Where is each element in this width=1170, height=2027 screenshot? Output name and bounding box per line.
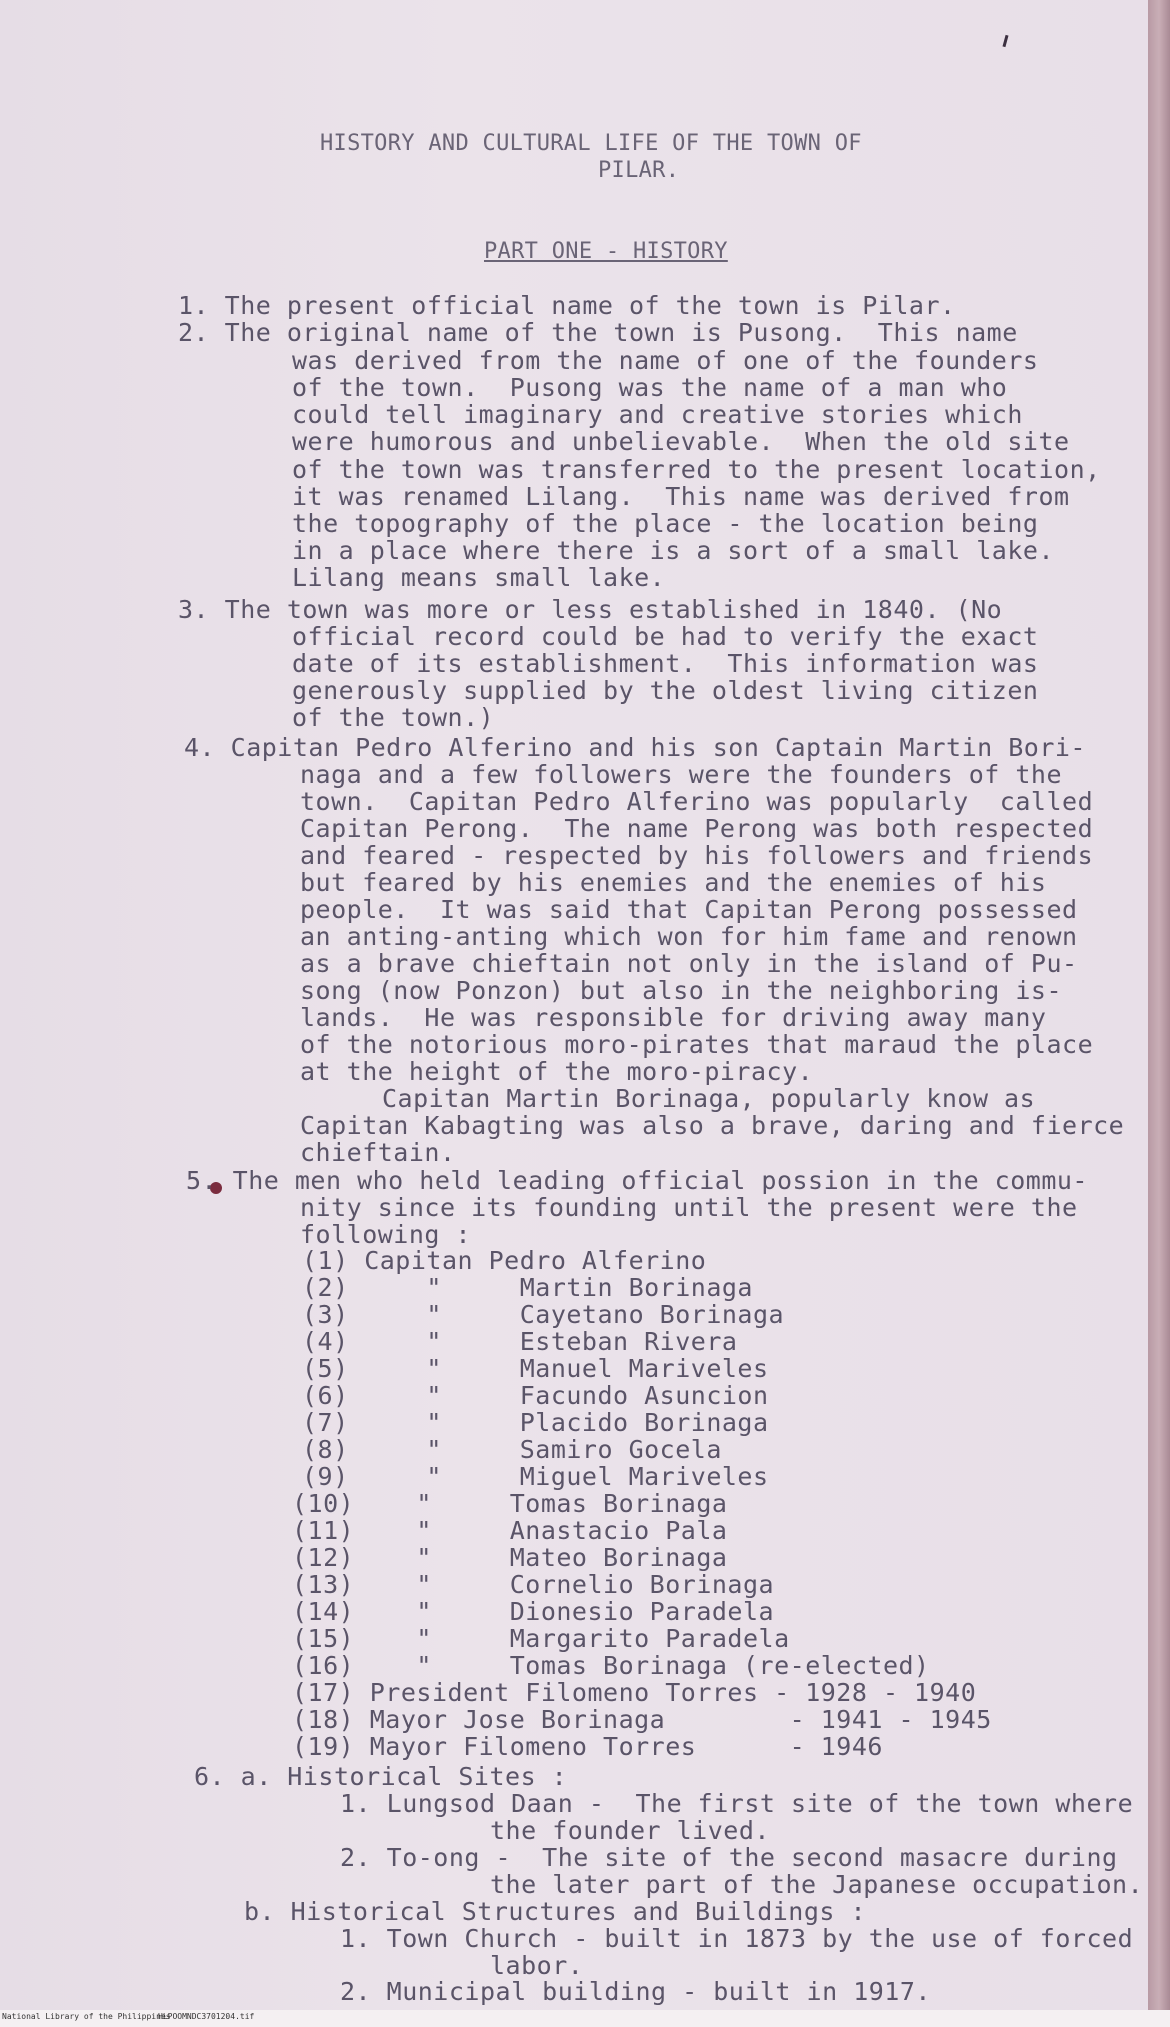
- item-2-line: was derived from the name of one of the founders: [292, 346, 1039, 375]
- item-4-line: song (now Ponzon) but also in the neighboring is-: [300, 976, 1063, 1005]
- item-3-line: of the town.): [292, 703, 495, 732]
- structure-line: 1. Town Church - built in 1873 by the use of forced: [340, 1924, 1134, 1953]
- structure-line: 2. Municipal building - built in 1917.: [340, 1977, 931, 2006]
- leader-row: (15) " Margarito Paradela: [292, 1624, 790, 1653]
- item-4-line: an anting-anting which won for him fame and renown: [300, 922, 1078, 951]
- leader-row: (8) " Samiro Gocela: [302, 1435, 722, 1464]
- part-heading: PART ONE - HISTORY: [484, 239, 728, 264]
- item-2-line: Lilang means small lake.: [292, 563, 666, 592]
- item-4-line: 4. Capitan Pedro Alferino and his son Captain Martin Bori-: [184, 733, 1086, 762]
- leader-row: (19) Mayor Filomeno Torres - 1946: [292, 1732, 883, 1761]
- site-line: the founder lived.: [490, 1816, 770, 1845]
- leader-row: (6) " Facundo Asuncion: [302, 1381, 769, 1410]
- item-3-line: official record could be had to verify the exact: [292, 622, 1039, 651]
- footer-library: National Library of the Philippines: [2, 2012, 171, 2021]
- structure-line: labor.: [490, 1951, 584, 1980]
- site-line: the later part of the Japanese occupation.: [490, 1870, 1144, 1899]
- section-6a-heading: 6. a. Historical Sites :: [194, 1762, 568, 1791]
- item-4-line: chieftain.: [300, 1138, 456, 1167]
- footer-file: HLPOOMNDC3701204.tif: [158, 2012, 255, 2021]
- site-line: 1. Lungsod Daan - The first site of the town where: [340, 1789, 1134, 1818]
- item-4-line: Capitan Perong. The name Perong was both respected: [300, 814, 1094, 843]
- item-1: 1. The present official name of the town is Pilar.: [178, 291, 956, 320]
- leader-row: (7) " Placido Borinaga: [302, 1408, 769, 1437]
- item-2-line: in a place where there is a sort of a small lake.: [292, 536, 1055, 565]
- leader-row: (16) " Tomas Borinaga (re-elected): [292, 1651, 930, 1680]
- leader-row: (4) " Esteban Rivera: [302, 1327, 738, 1356]
- item-4-line: people. It was said that Capitan Perong possessed: [300, 895, 1078, 924]
- item-2-line: 2. The original name of the town is Pusong. This name: [178, 318, 1018, 347]
- item-5-line: nity since its founding until the present were the: [300, 1193, 1078, 1222]
- leader-row: (18) Mayor Jose Borinaga - 1941 - 1945: [292, 1705, 992, 1734]
- item-4-line: at the height of the moro-piracy.: [300, 1057, 814, 1086]
- item-2-line: it was renamed Lilang. This name was derived from: [292, 482, 1070, 511]
- item-4-line: town. Capitan Pedro Alferino was popularly called: [300, 787, 1094, 816]
- leader-row: (5) " Manuel Mariveles: [302, 1354, 769, 1383]
- leader-row: (9) " Miguel Mariveles: [302, 1462, 769, 1491]
- item-4-line: as a brave chieftain not only in the island of Pu-: [300, 949, 1078, 978]
- leader-row: (11) " Anastacio Pala: [292, 1516, 728, 1545]
- item-4-line: naga and a few followers were the founders of the: [300, 760, 1063, 789]
- ink-mark: [1002, 35, 1008, 47]
- item-5-line: 5. The men who held leading official possion in the commu-: [186, 1166, 1088, 1195]
- title-line-2: PILAR.: [598, 158, 680, 183]
- leader-row: (17) President Filomeno Torres - 1928 - 1940: [292, 1678, 977, 1707]
- leader-row: (13) " Cornelio Borinaga: [292, 1570, 775, 1599]
- leader-row: (3) " Cayetano Borinaga: [302, 1300, 785, 1329]
- leader-row: (14) " Dionesio Paradela: [292, 1597, 775, 1626]
- leader-row: (1) Capitan Pedro Alferino: [302, 1246, 707, 1275]
- item-5-line: following :: [300, 1220, 472, 1249]
- title-line-1: HISTORY AND CULTURAL LIFE OF THE TOWN OF: [320, 131, 862, 156]
- page-edge: [1148, 0, 1170, 2010]
- item-4-line: lands. He was responsible for driving away many: [300, 1003, 1047, 1032]
- item-2-line: of the town. Pusong was the name of a man who: [292, 373, 1008, 402]
- item-2-line: were humorous and unbelievable. When the old site: [292, 427, 1070, 456]
- section-6b-heading: b. Historical Structures and Buildings :: [244, 1897, 867, 1926]
- leader-row: (2) " Martin Borinaga: [302, 1273, 753, 1302]
- item-3-line: generously supplied by the oldest living citizen: [292, 676, 1039, 705]
- item-2-line: of the town was transferred to the present location,: [292, 455, 1101, 484]
- item-3-line: date of its establishment. This information was: [292, 649, 1039, 678]
- item-4-line: but feared by his enemies and the enemies of his: [300, 868, 1047, 897]
- item-4-line: Capitan Martin Borinaga, popularly know as: [382, 1084, 1036, 1113]
- item-2-line: the topography of the place - the location being: [292, 509, 1039, 538]
- item-4-line: and feared - respected by his followers and friends: [300, 841, 1094, 870]
- item-3-line: 3. The town was more or less established in 1840. (No: [178, 595, 1003, 624]
- leader-row: (10) " Tomas Borinaga: [292, 1489, 728, 1518]
- item-2-line: could tell imaginary and creative stories which: [292, 400, 1023, 429]
- item-4-line: Capitan Kabagting was also a brave, daring and fierce: [300, 1111, 1125, 1140]
- scan-footer: [0, 2010, 1170, 2027]
- item-4-line: of the notorious moro-pirates that maraud the place: [300, 1030, 1094, 1059]
- site-line: 2. To-ong - The site of the second masacre during: [340, 1843, 1118, 1872]
- leader-row: (12) " Mateo Borinaga: [292, 1543, 728, 1572]
